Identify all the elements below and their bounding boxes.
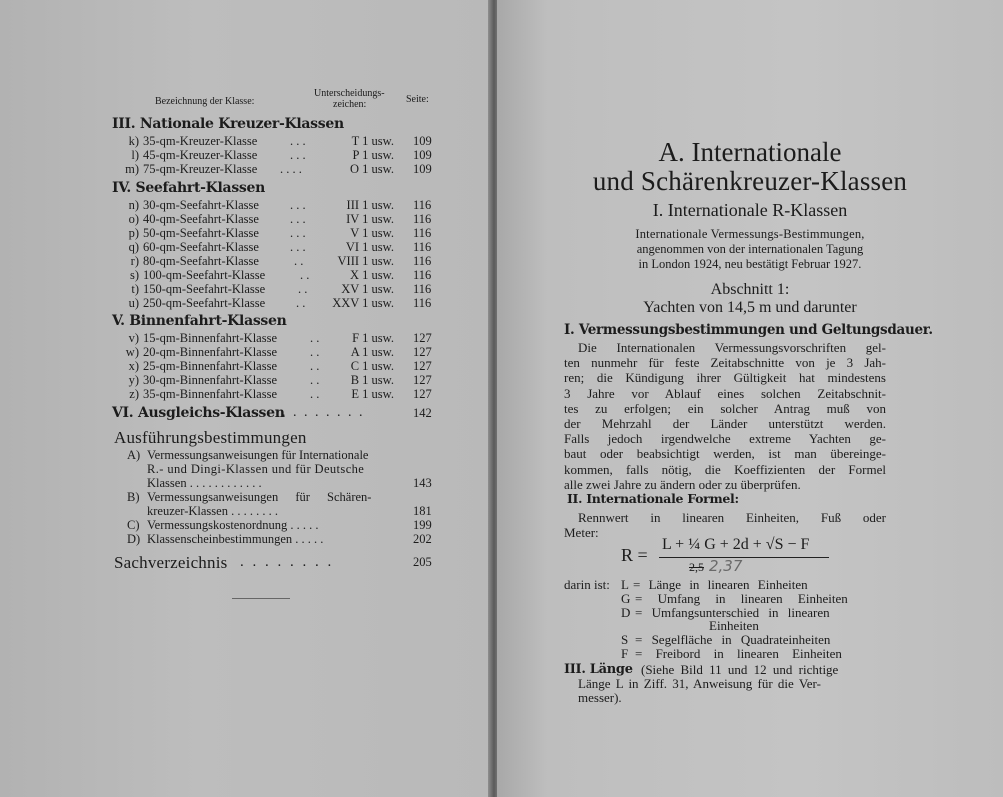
def-symbol: S xyxy=(621,632,629,647)
row-page: 116 xyxy=(413,254,432,268)
abschnitt-subtitle: Yachten von 14,5 m und darunter xyxy=(643,299,857,316)
item-line: Vermessungskostenordnung . . . . . xyxy=(147,518,319,532)
column-header-code-2: zeichen: xyxy=(333,99,367,110)
sachverzeichnis-dots: . . . . . . . . xyxy=(240,554,334,570)
row-letter: x) xyxy=(128,359,139,373)
def-text: = Umfangsunterschied in linearen xyxy=(635,605,830,620)
item-line: Vermessungsanweisungen für Schären- xyxy=(147,490,372,504)
column-header-class: Bezeichnung der Klasse: xyxy=(155,96,255,107)
subtitle: I. Internationale R-Klassen xyxy=(652,200,848,220)
row-page: 127 xyxy=(413,345,432,359)
section-title-vi: VI. Ausgleichs-Klassen xyxy=(112,405,285,421)
right-page xyxy=(497,0,1003,797)
paragraph-line: alle zwei Jahre zu ändern oder zu überprüfen. xyxy=(564,476,801,492)
row-dots: . . . xyxy=(290,148,306,162)
row-code: V 1 usw. xyxy=(350,226,394,240)
row-code: E 1 usw. xyxy=(351,387,394,401)
row-code: T 1 usw. xyxy=(351,134,394,148)
item-letter: B) xyxy=(127,490,140,504)
row-code: A 1 usw. xyxy=(350,345,394,359)
row-letter: t) xyxy=(131,282,139,296)
row-page: 127 xyxy=(413,331,432,345)
row-code: B 1 usw. xyxy=(350,373,394,387)
darin-ist-label: darin ist: xyxy=(564,577,610,592)
ausfuehrung-title: Ausführungsbestimmungen xyxy=(114,428,307,447)
row-code: IV 1 usw. xyxy=(346,212,394,226)
row-page: 116 xyxy=(413,268,432,282)
row-name: 80-qm-Seefahrt-Klasse xyxy=(143,254,259,268)
row-name: 75-qm-Kreuzer-Klasse xyxy=(143,162,258,176)
row-name: 150-qm-Seefahrt-Klasse xyxy=(143,282,266,296)
table-row xyxy=(0,345,492,359)
row-letter: r) xyxy=(130,254,139,268)
def-text: Einheiten xyxy=(709,618,759,633)
divider xyxy=(232,598,290,599)
row-name: 45-qm-Kreuzer-Klasse xyxy=(143,148,258,162)
row-letter: n) xyxy=(128,198,139,212)
row-code: C 1 usw. xyxy=(350,359,394,373)
formula-denominator: 2,5 xyxy=(689,560,704,574)
table-row xyxy=(0,296,492,310)
paragraph-line: Meter: xyxy=(564,525,599,541)
row-page: 127 xyxy=(413,359,432,373)
intro-line: Internationale Vermessungs-Bestimmungen, xyxy=(635,227,865,241)
row-letter: l) xyxy=(131,148,139,162)
def-text: = Länge in linearen Einheiten xyxy=(633,577,808,592)
sachverzeichnis-title: Sachverzeichnis xyxy=(114,553,228,572)
item-page: 202 xyxy=(413,532,432,546)
row-dots: . . xyxy=(294,254,304,268)
paragraph-line: ten nunmehr für feste Zeitabschnitte von je 3 Jah- xyxy=(564,355,886,371)
item-page: 181 xyxy=(413,504,432,518)
row-dots: . . . xyxy=(290,134,306,148)
table-row xyxy=(0,268,492,282)
row-page: 116 xyxy=(413,282,432,296)
row-letter: v) xyxy=(128,331,139,345)
row-name: 30-qm-Seefahrt-Klasse xyxy=(143,198,259,212)
row-name: 15-qm-Binnenfahrt-Klasse xyxy=(143,331,277,345)
row-page: 116 xyxy=(413,296,432,310)
row-dots: . . xyxy=(298,282,308,296)
paragraph-line: 3 Jahre vor Ablauf eines solchen Zeitabschnit- xyxy=(564,385,886,401)
section-title-iii: III. Nationale Kreuzer-Klassen xyxy=(112,116,344,132)
table-row xyxy=(0,240,492,254)
row-page: 116 xyxy=(413,212,432,226)
section-title-v: V. Binnenfahrt-Klassen xyxy=(112,313,287,329)
def-text: = Segelfläche in Quadrateinheiten xyxy=(635,632,831,647)
row-page: 109 xyxy=(413,148,432,162)
row-dots: . . . xyxy=(290,198,306,212)
row-dots: . . . xyxy=(290,240,306,254)
intro-line: in London 1924, neu bestätigt Februar 1927. xyxy=(638,257,862,271)
paragraph-line: der Mehrzahl der Länder unterstützt werden. xyxy=(564,415,886,431)
row-code: XV 1 usw. xyxy=(341,282,394,296)
row-page: 116 xyxy=(413,198,432,212)
row-dots: . . xyxy=(310,345,320,359)
row-page: 116 xyxy=(413,226,432,240)
table-row xyxy=(0,331,492,345)
row-name: 60-qm-Seefahrt-Klasse xyxy=(143,240,259,254)
main-title-line1: A. Internationale xyxy=(658,137,842,167)
row-page: 116 xyxy=(413,240,432,254)
table-row xyxy=(0,148,492,162)
row-page: 109 xyxy=(413,162,432,176)
item-page: 143 xyxy=(413,476,432,490)
abschnitt-title: Abschnitt 1: xyxy=(710,281,790,298)
row-letter: y) xyxy=(128,373,139,387)
row-code: XXV 1 usw. xyxy=(332,296,394,310)
table-row xyxy=(0,226,492,240)
row-letter: m) xyxy=(125,162,139,176)
intro-line: angenommen von der internationalen Tagung xyxy=(636,242,864,256)
paragraph-line: Die Internationalen Vermessungsvorschriften gel- xyxy=(578,340,886,355)
table-row xyxy=(0,373,492,387)
paragraph-line: tes zu erfolgen; ein solcher Antrag muß von xyxy=(564,400,886,416)
def-text: = Umfang in linearen Einheiten xyxy=(635,591,848,606)
row-name: 250-qm-Seefahrt-Klasse xyxy=(143,296,266,310)
section1-title: I. Vermessungsbestimmungen und Geltungsdauer. xyxy=(564,322,933,338)
row-dots: . . . . xyxy=(280,162,302,176)
section3-title: III. Länge xyxy=(564,662,633,677)
def-symbol: L xyxy=(621,577,629,592)
row-dots: . . xyxy=(296,296,306,310)
row-code: P 1 usw. xyxy=(352,148,394,162)
row-name: 25-qm-Binnenfahrt-Klasse xyxy=(143,359,277,373)
paragraph-line: ren; die Kündigung ihrer Gültigkeit hat mindestens xyxy=(564,370,886,386)
table-row xyxy=(0,282,492,296)
row-name: 35-qm-Kreuzer-Klasse xyxy=(143,134,258,148)
row-name: 40-qm-Seefahrt-Klasse xyxy=(143,212,259,226)
section-vi-page: 142 xyxy=(413,406,432,420)
main-title-line2: und Schärenkreuzer-Klassen xyxy=(592,166,908,196)
row-page: 109 xyxy=(413,134,432,148)
paragraph-line: Falls jedoch irgendwelche extreme Yachten ge- xyxy=(564,431,886,447)
table-row xyxy=(0,212,492,226)
row-code: F 1 usw. xyxy=(352,331,394,345)
def-symbol: D xyxy=(621,605,631,620)
row-dots: . . . xyxy=(290,212,306,226)
section2-title: II. Internationale Formel: xyxy=(567,491,739,506)
row-dots: . . . xyxy=(290,226,306,240)
item-line: Klassenscheinbestimmungen . . . . . xyxy=(147,532,324,546)
item-line: R.- und Dingi-Klassen und für Deutsche xyxy=(147,462,365,476)
paragraph-line: kommen, falls nötig, die Koeffizienten der Formel xyxy=(564,461,886,477)
fraction-bar xyxy=(659,557,829,558)
column-header-code-1: Unterscheidungs- xyxy=(314,88,385,99)
row-letter: u) xyxy=(128,296,139,310)
row-letter: k) xyxy=(128,134,139,148)
pencil-annotation: 2,37 xyxy=(709,557,743,575)
table-row xyxy=(0,387,492,401)
row-dots: . . xyxy=(310,387,320,401)
row-name: 30-qm-Binnenfahrt-Klasse xyxy=(143,373,277,387)
row-dots: . . xyxy=(310,373,320,387)
row-letter: z) xyxy=(129,387,139,401)
left-page xyxy=(0,0,492,797)
formula-numerator: L + ¼ G + 2d + √S − F xyxy=(662,536,810,553)
row-name: 20-qm-Binnenfahrt-Klasse xyxy=(143,345,277,359)
sachverzeichnis-page: 205 xyxy=(413,555,432,569)
row-name: 100-qm-Seefahrt-Klasse xyxy=(143,268,266,282)
section3-line: messer). xyxy=(578,690,622,705)
row-name: 35-qm-Binnenfahrt-Klasse xyxy=(143,387,277,401)
row-dots: . . xyxy=(310,331,320,345)
item-line: Vermessungsanweisungen für Internationale xyxy=(147,448,369,462)
row-letter: p) xyxy=(128,226,139,240)
row-code: X 1 usw. xyxy=(350,268,394,282)
row-letter: q) xyxy=(128,240,139,254)
paragraph-line: baut oder beabsichtigt werden, ist man übereinge- xyxy=(564,446,886,462)
column-header-page: Seite: xyxy=(406,94,429,105)
table-row xyxy=(0,198,492,212)
section3-line: Länge L in Ziff. 31, Anweisung für die Ver- xyxy=(578,676,821,691)
row-code: O 1 usw. xyxy=(350,162,394,176)
section-vi-dots: . . . . . . . . xyxy=(282,405,365,420)
item-letter: D) xyxy=(127,532,141,546)
section3-line: (Siehe Bild 11 und 12 und richtige xyxy=(641,662,839,677)
item-page: 199 xyxy=(413,518,432,532)
item-letter: C) xyxy=(127,518,140,532)
row-dots: . . xyxy=(310,359,320,373)
section-title-iv: IV. Seefahrt-Klassen xyxy=(112,180,265,196)
row-code: VI 1 usw. xyxy=(345,240,394,254)
table-row xyxy=(0,254,492,268)
item-letter: A) xyxy=(127,448,141,462)
row-page: 127 xyxy=(413,387,432,401)
row-letter: w) xyxy=(125,345,139,359)
section1-paragraph xyxy=(564,340,886,492)
paragraph-line: Rennwert in linearen Einheiten, Fuß oder xyxy=(578,510,886,525)
row-code: VIII 1 usw. xyxy=(337,254,394,268)
item-line: kreuzer-Klassen . . . . . . . . xyxy=(147,504,278,518)
item-line: Klassen . . . . . . . . . . . . xyxy=(147,476,262,490)
row-letter: o) xyxy=(128,212,139,226)
row-name: 50-qm-Seefahrt-Klasse xyxy=(143,226,259,240)
row-letter: s) xyxy=(129,268,139,282)
row-page: 127 xyxy=(413,373,432,387)
def-symbol: F xyxy=(621,646,629,661)
row-code: III 1 usw. xyxy=(346,198,394,212)
formula-lhs: R = xyxy=(621,545,648,565)
table-row xyxy=(0,359,492,373)
table-row xyxy=(0,134,492,148)
def-text: = Freibord in linearen Einheiten xyxy=(635,646,842,661)
table-row xyxy=(0,162,492,176)
def-symbol: G xyxy=(621,591,631,606)
row-dots: . . xyxy=(300,268,310,282)
